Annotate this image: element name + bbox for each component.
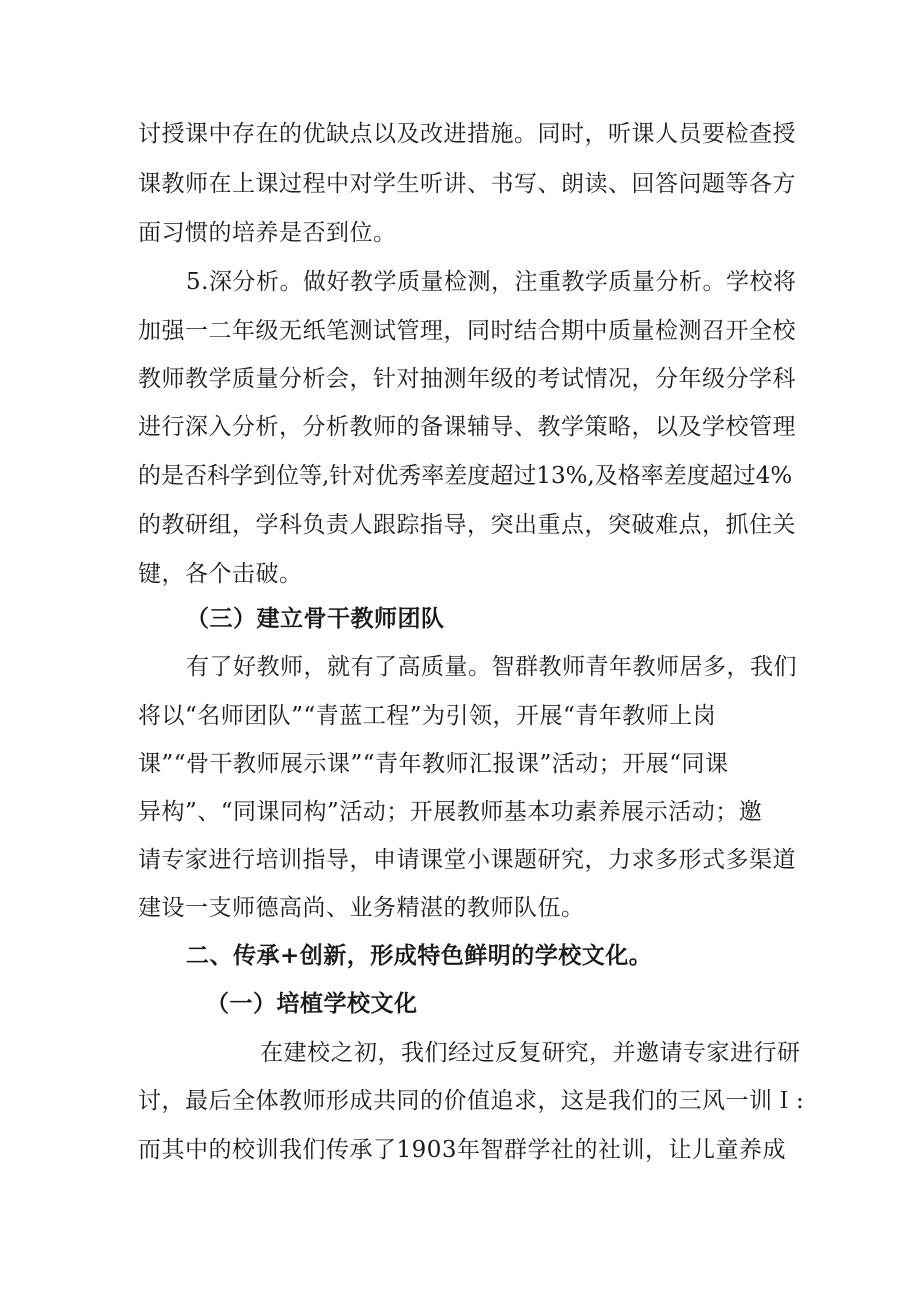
paragraph-line: 讨，最后全体教师形成共同的价值追求，这是我们的三风一训Ｉ: <box>138 1088 805 1114</box>
paragraph-line: 5.深分析。做好教学质量检测，注重教学质量分析。学校将 <box>186 269 797 295</box>
paragraph-line: 而其中的校训我们传承了1903年智群学社的社训，让儿童养成 <box>138 1137 787 1163</box>
paragraph-line: 建设一支师德高尚、业务精湛的教师队伍。 <box>138 895 585 921</box>
paragraph-line: 在建校之初，我们经过反复研究，并邀请专家进行研 <box>260 1040 801 1066</box>
paragraph-line: 课教师在上课过程中对学生听讲、书写、朗读、回答问题等各方 <box>138 171 796 197</box>
section-heading: （一）培植学校文化 <box>206 991 418 1017</box>
paragraph-line: 讨授课中存在的优缺点以及改进措施。同时，听课人员要检查授 <box>138 121 796 147</box>
paragraph-line: 键，各个击破。 <box>138 561 303 587</box>
paragraph-line: 的教研组，学科负责人跟踪指导，突出重点，突破难点，抓住关 <box>138 512 796 538</box>
paragraph-line: 面习惯的培养是否到位。 <box>138 220 397 246</box>
section-heading: （三）建立骨干教师团队 <box>186 606 445 632</box>
paragraph-line: 进行深入分析，分析教师的备课辅导、教学策略，以及学校管理 <box>138 414 796 440</box>
paragraph-line: 加强一二年级无纸笔测试管理，同时结合期中质量检测召开全校 <box>138 318 796 344</box>
paragraph-line: 课”“骨干教师展示课”“青年教师汇报课”活动；开展“同课 <box>138 751 729 777</box>
paragraph-line: 请专家进行培训指导，申请课堂小课题研究，力求多形式多渠道 <box>138 847 796 873</box>
paragraph-line: 教师教学质量分析会，针对抽测年级的考试情况，分年级分学科 <box>138 366 796 392</box>
paragraph-line: 异构”、“同课同构”活动；开展教师基本功素养展示活动；邀 <box>138 799 763 825</box>
chapter-heading: 二、传承+创新，形成特色鲜明的学校文化。 <box>186 943 653 969</box>
paragraph-line: 有了好教师，就有了高质量。智群教师青年教师居多，我们 <box>186 654 797 680</box>
paragraph-line: 将以“名师团队”“青蓝工程”为引领，开展“青年教师上岗 <box>138 703 717 729</box>
paragraph-line: 的是否科学到位等,针对优秀率差度超过13%,及格率差度超过4% <box>138 463 793 489</box>
